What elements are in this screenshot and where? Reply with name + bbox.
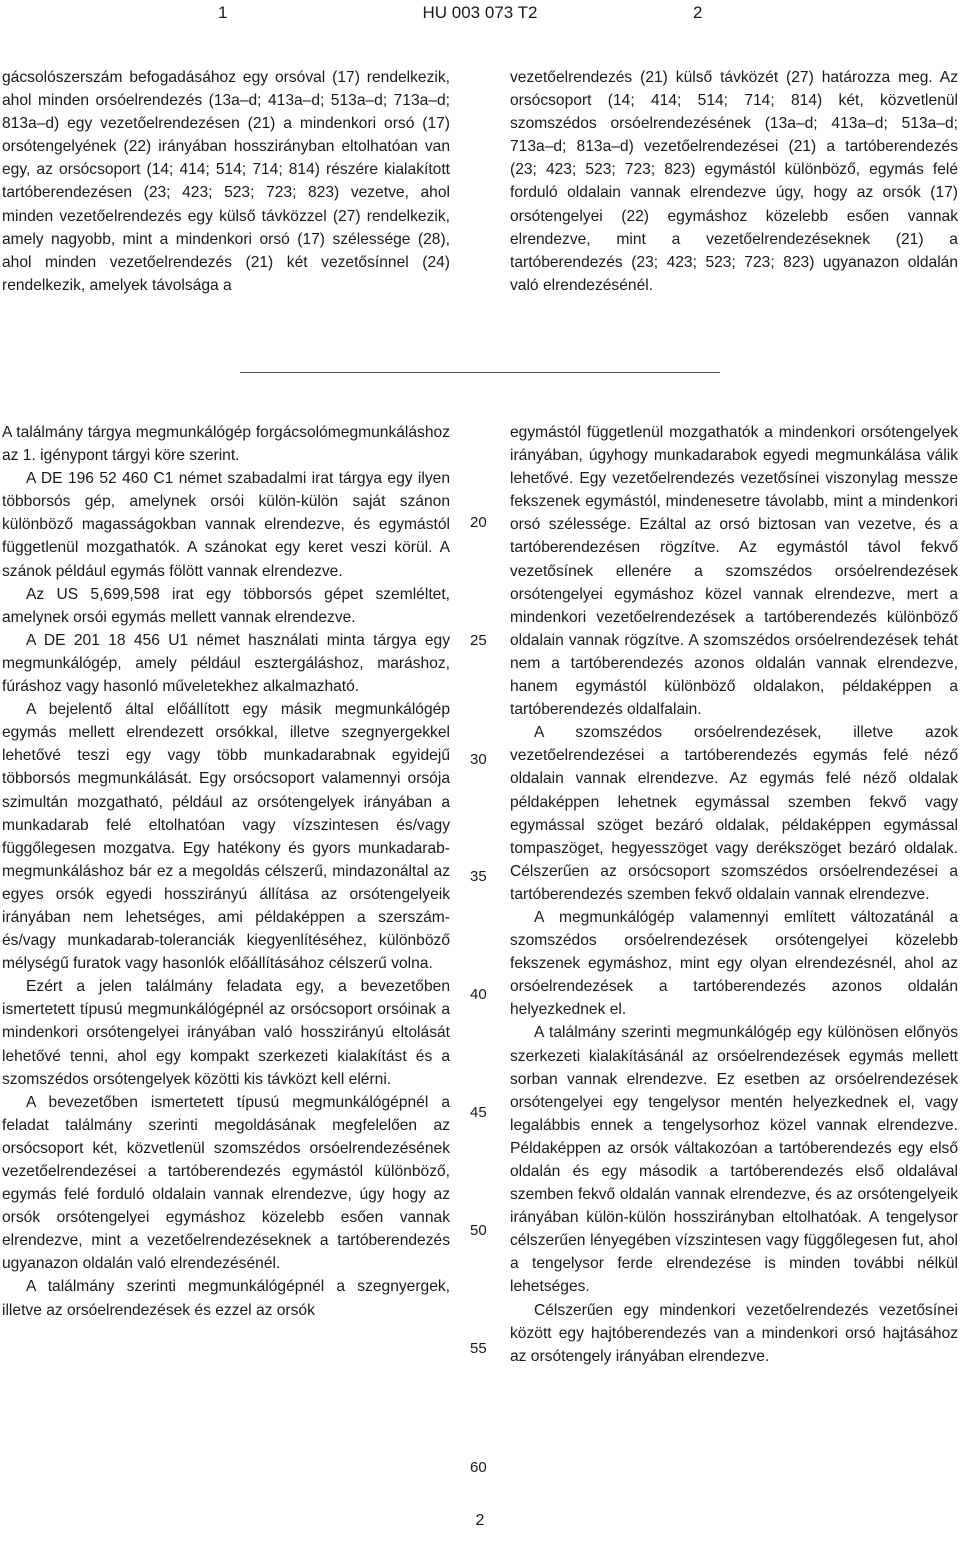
paragraph: A találmány szerinti megmunkálógépnél a szegnyergek, illetve az orsóelrendezések és ezzel az orsók <box>2 1278 450 1319</box>
line-number: 35 <box>470 868 487 885</box>
paragraph: A találmány szerinti megmunkálógép egy különösen előnyös szerkezeti kialakításánál az orsóelrendezések egymás mellett sorban vannak elrendezve. Ez esetben az orsóelrendezések orsótengelyei egy tengelysor mentén helyezkednek el, vagy legalábbis ennek a tengelysorhoz közel vannak elrendezve. Példaképpen az orsók váltakozóan a tartóberendezés egy első oldalán és egy második a tartóberendezés első oldalával szemben fekvő oldalán vannak elrendezve, és az orsótengelyeik irányában külön-külön hosszirányban eltolhatóak. A tengelysor célszerűen lényegében vízszintesen vagy függőlegesen fut, ahol a tengelysor ferde elrendezése is minden további nélkül lehetséges. <box>510 1024 958 1296</box>
paragraph: A megmunkálógép valamennyi említett változatánál a szomszédos orsóelrendezések orsótengelyei közelebb fekszenek egymáshoz, mint egy olyan elrendezésnél, ahol az orsóelrendezések a tartóberendezés azonos oldalán helyezkednek el. <box>510 908 958 1019</box>
paragraph: A DE 201 18 456 U1 német használati minta tárgya egy megmunkálógép, amely például esztergáláshoz, maráshoz, fúráshoz vagy hasonló műveletekhez alkalmazható. <box>2 631 450 696</box>
line-number: 20 <box>470 514 487 531</box>
paragraph: Ezért a jelen találmány feladata egy, a bevezetőben ismertetett típusú megmunkálógépnél az orsócsoport orsóinak a mindenkori orsótengelyei irányában való hosszirányú eltolását lehetővé tenni, ahol egy kompakt szerkezeti kialakítást és a szomszédos orsótengelyek közötti kis távközt kell elérni. <box>2 978 450 1088</box>
line-number: 25 <box>470 632 487 649</box>
description-left-column <box>2 421 450 1322</box>
paragraph: A szomszédos orsóelrendezések, illetve azok vezetőelrendezései a tartóberendezés egymás felé néző oldalain vannak elrendezve. Az egymás felé néző oldalak példaképpen lehetnek egymással szemben fekvő vagy egymással szöget bezáró oldalak, példaképpen egymással tompaszöget, hegyesszöget vagy derékszöget bezáró oldalak. Célszerűen az orsócsoport szomszédos orsóelrendezései a tartóberendezés szemben fekvő oldalain vannak elrendezve. <box>510 724 958 903</box>
paragraph: Célszerűen egy mindenkori vezetőelrendezés vezetősínei között egy hajtóberendezés van a mindenkori orsó hajtásához az orsótengely irányában elrendezve. <box>510 1301 958 1365</box>
line-number: 45 <box>470 1104 487 1121</box>
claim-paragraph: gácsolószerszám befogadásához egy orsóval (17) rendelkezik, ahol minden orsóelrendezés (13a–d; 413a–d; 513a–d; 713a–d; 813a–d) egy vezetőelrendezésen (21) a mindenkori orsó (17) orsótengelyének (22) irányában hosszirányban eltolhatóan van egy, az orsócsoport (14; 414; 514; 714; 814) részére kialakított tartóberendezésen (23; 423; 523; 723; 823) vezetve, ahol minden vezetőelrendezés egy külső távközzel (27) rendelkezik, amely nagyobb, mint a mindenkori orsó (17) szélessége (28), ahol minden vezetőelrendezés (21) két vezetősínnel (24) rendelkezik, amelyek távolsága a <box>2 69 450 294</box>
paragraph: Az US 5,699,598 irat egy többorsós gépet szemléltet, amelynek orsói egymás mellett vannak elrendezve. <box>2 585 450 626</box>
paragraph: egymástól függetlenül mozgathatók a mindenkori orsótengelyek irányában, úgyhogy munkadarabok egyedi megmunkálása válik lehetővé. Egy vezetőelrendezés vezetősínei viszonylag messze fekszenek egymástól, mindenesetre távolabb, mint a mindenkori orsó szélessége. Ezáltal az orsó biztosan van vezetve, és a tartóberendezésen rögzítve. Az egymástól távol fekvő vezetősínek ellenére a szomszédos orsóelrendezések orsótengelyei egymáshoz közel vannak elrendezve, mert a mindenkori vezetőelrendezések a tartóberendezés különböző oldalain vannak rögzítve. A szomszédos orsóelrendezések tehát nem a tartóberendezés azonos oldalán vannak elrendezve, hanem egymástól különböző oldalakon, példaképpen a tartóberendezés oldalfalain. <box>510 424 958 719</box>
paragraph: A bejelentő által előállított egy másik megmunkálógép egymás mellett elrendezett orsókkal, illetve szegnyergekkel lehetővé teszi egy vagy több munkadarabnak egyidejű többorsós megmunkálását. Egy orsócsoport valamennyi orsója szimultán mozgatható, például az orsótengelyek irányában a munkadarab felé eltolhatóan vagy vízszintesen és/vagy függőlegesen mozgatva. Egy hatékony és gyors munkadarab-megmunkáláshoz bár ez a megoldás célszerű, mindazonáltal az egyes orsók egyedi hosszirányú állítása az orsótengelyeik irányában nem lehetséges, ami példaképpen a szerszám- és/vagy munkadarab-toleranciák kiegyenlítéséhez, különböző mélységű furatok vagy hasonlók előállításához célszerű volna. <box>2 701 450 973</box>
claim-text-right <box>510 66 958 297</box>
document-id: HU 003 073 T2 <box>422 3 538 22</box>
line-number: 60 <box>470 1459 487 1476</box>
line-number: 50 <box>470 1222 487 1239</box>
line-number: 30 <box>470 751 487 768</box>
claim-paragraph: vezetőelrendezés (21) külső távközét (27) határozza meg. Az orsócsoport (14; 414; 514; 714; 814) két, közvetlenül szomszédos orsóelrendezésének (13a–d; 413a–d; 513a–d; 713a–d; 813a–d) vezetőelrendezései (21) a tartóberendezés (23; 423; 523; 723; 823) egymástól különböző, egymás felé forduló oldalain vannak elrendezve úgy, hogy az orsók (17) orsótengelyei (22) egymáshoz közelebb esően vannak elrendezve, mint a vezetőelrendezéseknek (21) a tartóberendezés (23; 423; 523; 723; 823) ugyanazon oldalán való elrendezésénél. <box>510 69 958 294</box>
claim-text-left <box>2 66 450 297</box>
paragraph: A találmány tárgya megmunkálógép forgácsolómegmunkáláshoz az 1. igénypont tárgyi köre szerint. <box>2 424 450 465</box>
line-number: 40 <box>470 986 487 1003</box>
paragraph: A bevezetőben ismertetett típusú megmunkálógépnél a feladat találmány szerinti megoldásának megfelelően az orsócsoport két, közvetlenül szomszédos orsóelrendezésének vezetőelrendezései a tartóberendezés egymástól különböző, egymás felé forduló oldalain vannak elrendezve, úgy hogy az orsók orsótengelyei egymáshoz közelebb esően vannak elrendezve, mint a vezetőelrendezéseknek a tartóberendezés ugyanazon oldalán való elrendezésénél. <box>2 1093 450 1273</box>
right-column-number: 2 <box>693 3 703 22</box>
left-column-number: 1 <box>218 3 228 22</box>
page-number: 2 <box>475 1512 485 1529</box>
description-right-column <box>510 421 958 1368</box>
line-number: 55 <box>470 1340 487 1357</box>
section-divider <box>240 372 720 373</box>
paragraph: A DE 196 52 460 C1 német szabadalmi irat tárgya egy ilyen többorsós gép, amelynek orsói külön-külön saját szánon különböző magasságokban vannak elrendezve, és egymástól függetlenül mozgathatók. A szánokat egy keret veszi körül. A szánok például egymás fölött vannak elrendezve. <box>2 470 450 580</box>
